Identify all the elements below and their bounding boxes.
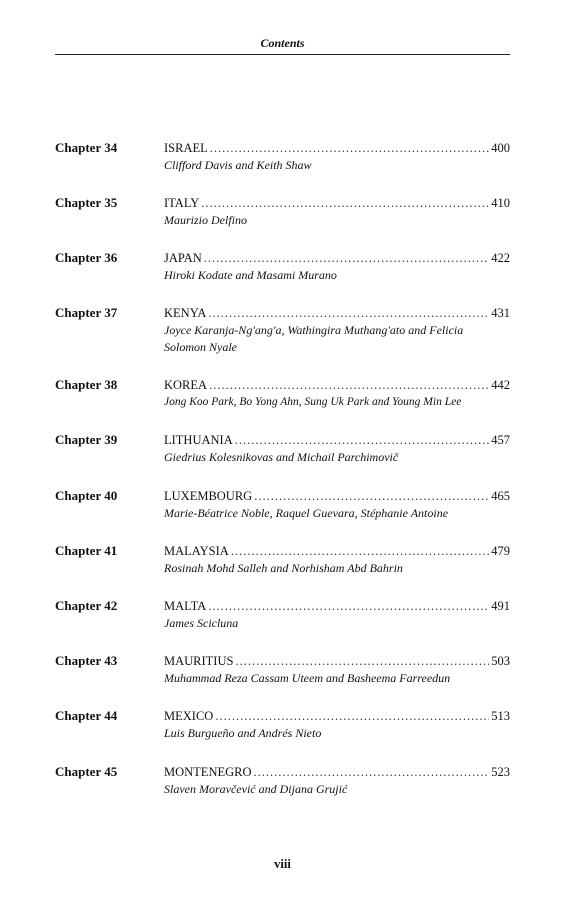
chapter-number: Chapter 40	[55, 488, 118, 503]
dot-leader	[235, 432, 490, 448]
dot-leader	[209, 377, 489, 393]
running-header: Contents	[260, 36, 305, 50]
chapter-authors: Jong Koo Park, Bo Yong Ahn, Sung Uk Park and Young Min Lee	[164, 396, 462, 408]
page-number: 503	[491, 654, 510, 668]
chapter-line	[164, 250, 510, 266]
page-number: 479	[491, 544, 510, 558]
chapter-line	[164, 543, 510, 559]
dot-leader	[231, 543, 489, 559]
page-number: 491	[491, 599, 510, 613]
page-number: 410	[491, 196, 510, 210]
chapter-number: Chapter 37	[55, 305, 118, 320]
chapter-line	[164, 598, 510, 614]
dot-leader	[201, 195, 489, 211]
chapter-line	[164, 488, 510, 504]
page-number: 523	[491, 765, 510, 779]
page-number: 465	[491, 489, 510, 503]
chapter-authors: James Scicluna	[164, 616, 239, 630]
chapter-line	[164, 140, 510, 156]
chapter-authors: Rosinah Mohd Salleh and Norhisham Abd Bahrin	[164, 561, 403, 575]
chapter-title: ITALY	[164, 196, 200, 210]
chapter-authors: Luis Burgueño and Andrés Nieto	[164, 726, 322, 740]
chapter-number: Chapter 42	[55, 598, 118, 613]
dot-leader	[210, 140, 490, 156]
dot-leader	[254, 764, 490, 780]
chapter-authors: Hiroki Kodate and Masami Murano	[164, 268, 337, 282]
chapter-title: KOREA	[164, 378, 208, 392]
chapter-title: MALAYSIA	[164, 544, 229, 558]
dot-leader	[208, 305, 489, 321]
chapter-title: LUXEMBOURG	[164, 489, 253, 503]
chapter-title: LITHUANIA	[164, 433, 233, 447]
chapter-line	[164, 708, 510, 724]
chapter-authors: Clifford Davis and Keith Shaw	[164, 158, 312, 172]
chapter-line	[164, 653, 510, 669]
chapter-title: JAPAN	[164, 251, 202, 265]
page-number: 457	[491, 433, 510, 447]
chapter-number: Chapter 41	[55, 543, 118, 558]
page-number: 513	[491, 709, 510, 723]
dot-leader	[208, 598, 489, 614]
chapter-authors: Muhammad Reza Cassam Uteem and Basheema Farreedun	[164, 671, 451, 685]
chapter-number: Chapter 43	[55, 653, 118, 668]
chapter-number: Chapter 36	[55, 250, 118, 265]
chapter-line	[164, 305, 510, 321]
chapter-line	[164, 377, 510, 393]
header-rule	[55, 54, 510, 55]
chapter-title: MONTENEGRO	[164, 765, 252, 779]
page-number: 422	[491, 251, 510, 265]
chapter-line	[164, 764, 510, 780]
chapter-title: ISRAEL	[164, 141, 208, 155]
dot-leader	[254, 488, 489, 504]
page-number: 400	[491, 141, 510, 155]
chapter-number: Chapter 38	[55, 377, 118, 392]
chapter-number: Chapter 39	[55, 432, 118, 447]
chapter-title: KENYA	[164, 306, 207, 320]
dot-leader	[235, 653, 489, 669]
page-number: 442	[491, 378, 510, 392]
chapter-number: Chapter 34	[55, 140, 118, 155]
chapter-authors: Maurizio Delfino	[164, 213, 247, 227]
page-folio: viii	[274, 857, 291, 871]
chapter-number: Chapter 45	[55, 764, 118, 779]
chapter-line	[164, 195, 510, 211]
page-number: 431	[491, 306, 510, 320]
chapter-authors: Giedrius Kolesnikovas and Michail Parchimovič	[164, 450, 399, 464]
chapter-number: Chapter 35	[55, 195, 118, 210]
chapter-number: Chapter 44	[55, 708, 118, 723]
chapter-line	[164, 432, 510, 448]
dot-leader	[204, 250, 489, 266]
chapter-title: MALTA	[164, 599, 207, 613]
chapter-authors: Slaven Moravčević and Dijana Grujić	[164, 782, 348, 796]
dot-leader	[215, 708, 489, 724]
chapter-authors: Marie-Béatrice Noble, Raquel Guevara, Stéphanie Antoine	[164, 506, 449, 520]
chapter-title: MAURITIUS	[164, 654, 234, 668]
chapter-title: MEXICO	[164, 709, 214, 723]
chapter-authors: Joyce Karanja-Ng'ang'a, Wathingira Muthang'ato and Felicia Solomon Nyale	[164, 323, 464, 354]
